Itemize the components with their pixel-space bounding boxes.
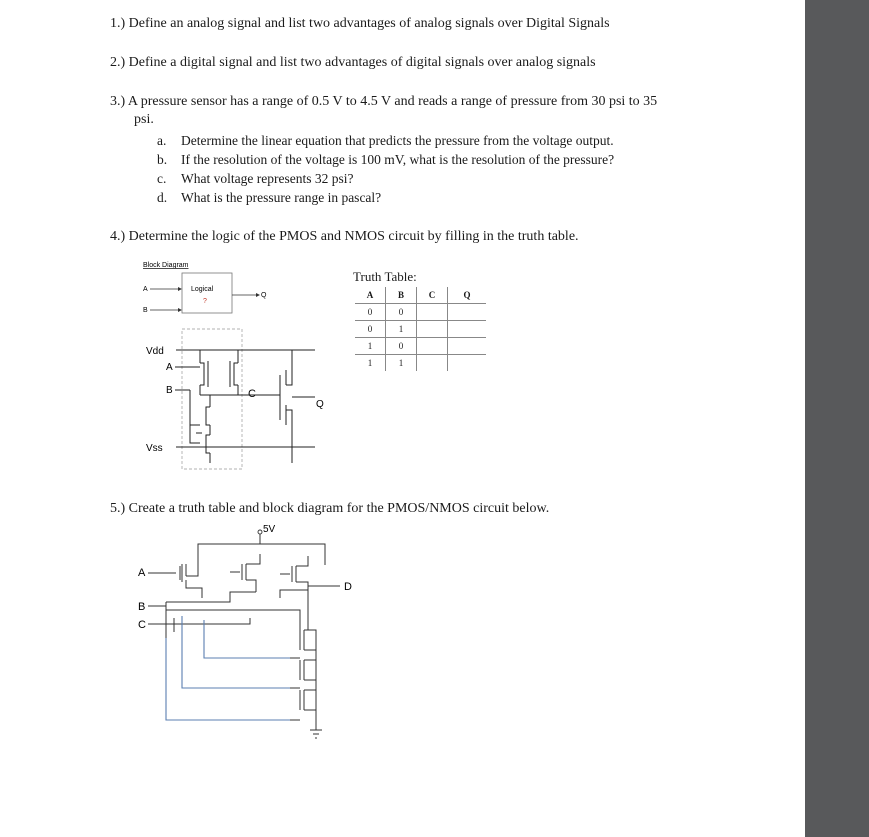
nmos-series-stack — [290, 590, 322, 738]
truth-table-cell — [448, 355, 487, 372]
truth-table-row — [355, 321, 486, 338]
question-3-part-d: d. What is the pressure range in pascal? — [157, 190, 382, 205]
input-c-wires — [148, 618, 250, 632]
arrow-icon — [256, 293, 260, 297]
pmos-pair — [200, 350, 238, 395]
block-diagram — [140, 258, 280, 320]
block-diagram-title: Block Diagram — [143, 262, 189, 269]
truth-table-cell — [417, 304, 448, 321]
truth-table-cell — [448, 321, 487, 338]
question-5: 5.) Create a truth table and block diagram for the PMOS/NMOS circuit below. — [110, 501, 550, 516]
supply-label: 5V — [263, 524, 276, 535]
truth-table-header: A — [355, 287, 386, 304]
truth-table-header: C — [417, 287, 448, 304]
truth-table-cell — [448, 338, 487, 355]
pmos-b — [230, 554, 260, 602]
supply-wires — [198, 534, 325, 565]
truth-table-cell: 1 — [367, 358, 373, 368]
viewer-gutter — [805, 0, 869, 837]
input-b-wires — [148, 598, 300, 638]
logical-box — [182, 273, 232, 313]
truth-table-header: Q — [448, 287, 487, 304]
truth-table-cell: 0 — [355, 321, 386, 338]
arrow-icon — [178, 287, 182, 291]
truth-table-cell — [417, 355, 448, 372]
truth-table-cell: 0 — [355, 304, 386, 321]
truth-table-row — [355, 304, 486, 321]
truth-table-header: B — [386, 287, 417, 304]
truth-table — [355, 287, 486, 371]
cmos-circuit-diagram — [140, 325, 330, 475]
truth-table-cell: 1 — [386, 321, 417, 338]
supply-node — [258, 530, 262, 534]
input-b-label: B — [166, 385, 173, 396]
inverter — [280, 350, 315, 463]
blue-wire — [204, 620, 290, 658]
input-b-label: B — [138, 601, 146, 613]
truth-table-title: Truth Table: — [353, 269, 417, 284]
truth-table-header-row — [355, 287, 486, 304]
block-input-b-label: B — [143, 307, 148, 314]
logical-box-question-mark: ? — [203, 298, 207, 305]
truth-table-cell — [417, 338, 448, 355]
output-q-label: Q — [316, 399, 324, 410]
question-2: 2.) Define a digital signal and list two advantages of digital signals over analog signals — [110, 55, 596, 70]
block-input-a-label: A — [143, 286, 148, 293]
truth-table-cell: 1 — [386, 355, 417, 372]
question-1: 1.) Define an analog signal and list two advantages of analog signals over Digital Signals — [110, 16, 610, 31]
node-c-label: C — [248, 388, 256, 400]
truth-table-cell: 0 — [386, 304, 417, 321]
blue-wire — [182, 616, 290, 688]
arrow-icon — [178, 308, 182, 312]
pmos-c — [280, 556, 340, 598]
truth-table-cell: 1 — [355, 338, 386, 355]
question-4: 4.) Determine the logic of the PMOS and NMOS circuit by filling in the truth table. — [110, 229, 579, 244]
block-output-label: Q — [261, 292, 267, 299]
output-d-label: D — [344, 581, 352, 593]
pmos-a — [148, 562, 202, 598]
hand-drawn-circuit — [130, 520, 370, 750]
input-a-label: A — [138, 567, 146, 579]
question-3-part-b: b. If the resolution of the voltage is 100 mV, what is the resolution of the pressure? — [157, 152, 615, 167]
blue-wire — [166, 638, 290, 720]
truth-table-row — [355, 355, 486, 372]
question-3: 3.) A pressure sensor has a range of 0.5 V to 4.5 V and reads a range of pressure from 30 psi to 35 — [110, 94, 658, 109]
truth-table-cell — [417, 321, 448, 338]
truth-table-row — [355, 338, 486, 355]
nmos-gates — [190, 425, 202, 443]
input-c-label: C — [138, 619, 146, 631]
input-a-label: A — [166, 362, 173, 373]
vdd-label: Vdd — [146, 346, 164, 357]
vss-label: Vss — [146, 443, 163, 454]
truth-table-cell — [448, 304, 487, 321]
question-3-part-a: a. Determine the linear equation that predicts the pressure from the voltage output. — [157, 133, 614, 148]
logical-box-label: Logical — [191, 286, 214, 293]
question-3-part-c: c. What voltage represents 32 psi? — [157, 171, 354, 186]
nmos-stack — [190, 390, 210, 463]
truth-table-cell: 0 — [386, 338, 417, 355]
question-3-continued: psi. — [134, 112, 154, 127]
